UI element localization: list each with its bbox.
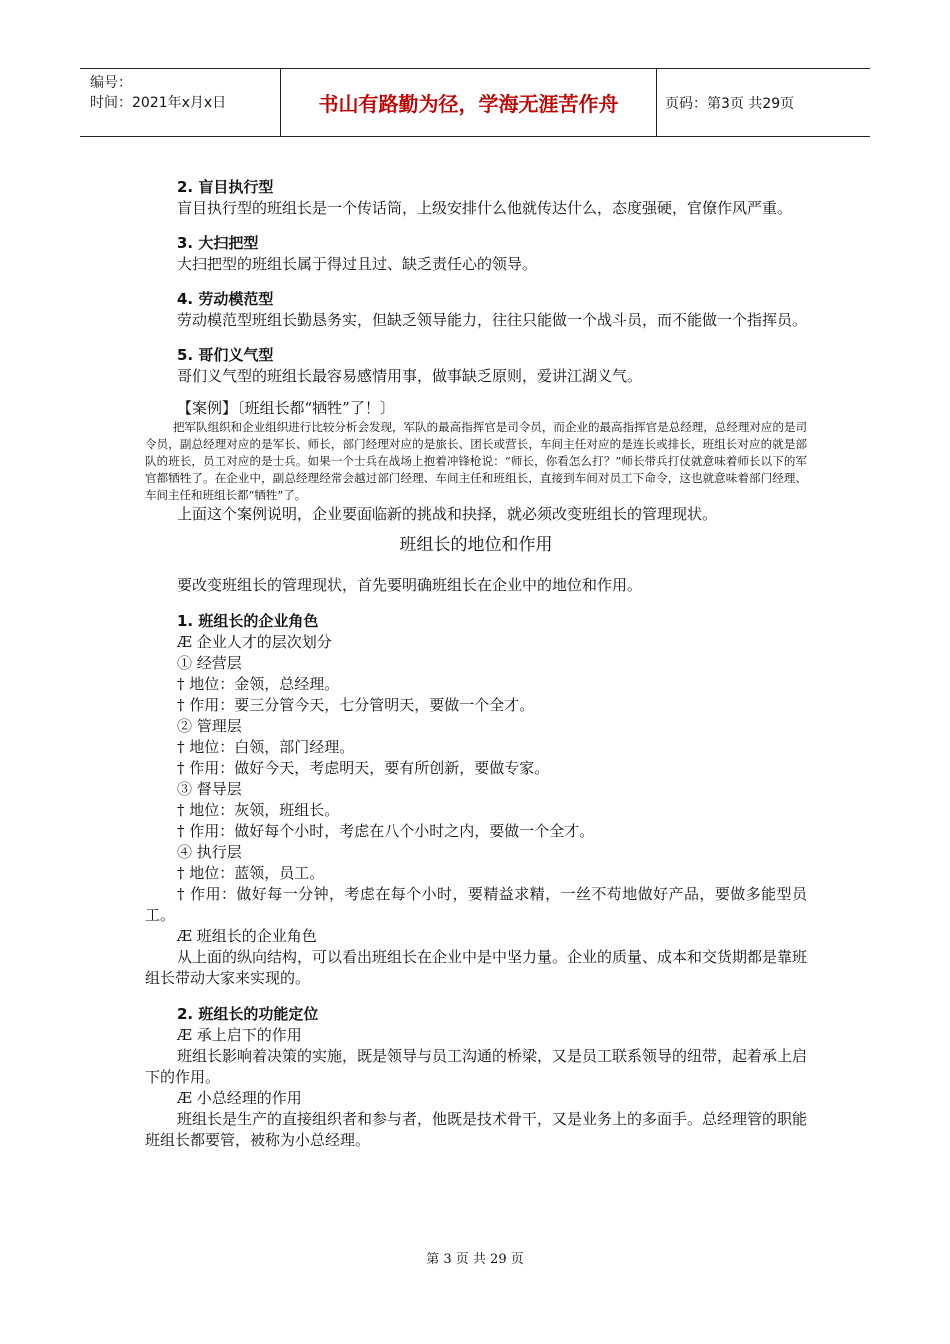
list-item: † 作用：要三分管今天，七分管明天，要做一个全才。: [177, 696, 535, 714]
paragraph: 劳动模范型班组长勤恳务实，但缺乏领导能力，往往只能做一个战斗员，而不能做一个指挥员。: [177, 311, 808, 329]
paragraph: 大扫把型的班组长属于得过且过、缺乏责任心的领导。: [177, 255, 538, 273]
list-item: † 作用：做好今天，考虑明天，要有所创新，要做专家。: [177, 759, 550, 777]
paragraph: 班组长影响着决策的实施，既是领导与员工沟通的桥梁，又是员工联系领导的纽带，起着承上启下的作用。: [145, 1047, 808, 1086]
time-label: 时间：2021年x月x日: [90, 95, 227, 111]
section-heading: 5. 哥们义气型: [177, 346, 274, 364]
list-item: Æ 企业人才的层次划分: [177, 633, 332, 651]
section-title: 班组长的地位和作用: [399, 535, 553, 555]
page-header: [80, 68, 870, 137]
list-item: ① 经营层: [177, 654, 242, 672]
section-heading: 4. 劳动模范型: [177, 290, 274, 308]
section-heading: 3. 大扫把型: [177, 234, 259, 252]
paragraph: 班组长是生产的直接组织者和参与者，他既是技术骨干，又是业务上的多面手。总经理管的职能班组长都要管，被称为小总经理。: [145, 1110, 808, 1149]
list-item: † 地位：蓝领，员工。: [177, 864, 325, 882]
paragraph: 从上面的纵向结构，可以看出班组长在企业中是中坚力量。企业的质量、成本和交货期都是靠班组长带动大家来实现的。: [145, 948, 808, 987]
case-title: 【案例】〔班组长都“牺牲”了！〕: [177, 399, 395, 417]
document-body: [145, 176, 807, 1151]
list-item: † 地位：白领，部门经理。: [177, 738, 355, 756]
subsection-heading: 1. 班组长的企业角色: [177, 612, 319, 630]
section-heading: 2. 盲目执行型: [177, 178, 274, 196]
case-text: 把军队组织和企业组织进行比较分析会发现，军队的最高指挥官是司令员，而企业的最高指挥官是总经理，总经理对应的是司令员，副总经理对应的是军长、师长，部门经理对应的是旅长、团长或营长，车间主任对应的是连长或排长，班组长对应的就是部队的班长，员工对应的是士兵。如果一个士兵在战场上抱着冲锋枪说：“师长，你看怎么打？”师长带兵打仗就意味着师长以下的军官都牺牲了。在企业中，副总经理经常会越过部门经理、车间主任和班组长，直接到车间对员工下命令，这也就意味着部门经理、车间主任和班组长都“牺牲”了。: [145, 420, 807, 502]
list-item: † 作用：做好每个小时，考虑在八个小时之内，要做一个全才。: [177, 822, 595, 840]
page-info: 页码：第3页 共29页: [665, 95, 795, 112]
paragraph: 盲目执行型的班组长是一个传话筒，上级安排什么他就传达什么，态度强硬，官僚作风严重。: [177, 199, 793, 217]
list-item: † 地位：金领，总经理。: [177, 675, 340, 693]
subsection-heading: 2. 班组长的功能定位: [177, 1005, 319, 1023]
section-intro: 要改变班组长的管理现状，首先要明确班组长在企业中的地位和作用。: [177, 576, 643, 594]
motto: 书山有路勤为径，学海无涯苦作舟: [280, 69, 657, 136]
list-item: ③ 督导层: [177, 780, 242, 798]
list-item: ④ 执行层: [177, 843, 242, 861]
number-label: 编号：: [90, 75, 132, 91]
sub-heading: Æ 承上启下的作用: [177, 1026, 302, 1044]
paragraph: † 作用：做好每一分钟，考虑在每个小时，要精益求精，一丝不苟地做好产品，要做多能型员工。: [145, 885, 807, 924]
sub-heading: Æ 小总经理的作用: [177, 1089, 302, 1107]
header-meta: [80, 69, 280, 136]
case-summary: 上面这个案例说明，企业要面临新的挑战和抉择，就必须改变班组长的管理现状。: [177, 505, 718, 523]
paragraph: 哥们义气型的班组长最容易感情用事，做事缺乏原则，爱讲江湖义气。: [177, 367, 643, 385]
sub-heading: Æ 班组长的企业角色: [177, 927, 317, 945]
page-footer: 第 3 页 共 29 页: [426, 1252, 524, 1267]
list-item: ② 管理层: [177, 717, 242, 735]
list-item: † 地位：灰领，班组长。: [177, 801, 340, 819]
